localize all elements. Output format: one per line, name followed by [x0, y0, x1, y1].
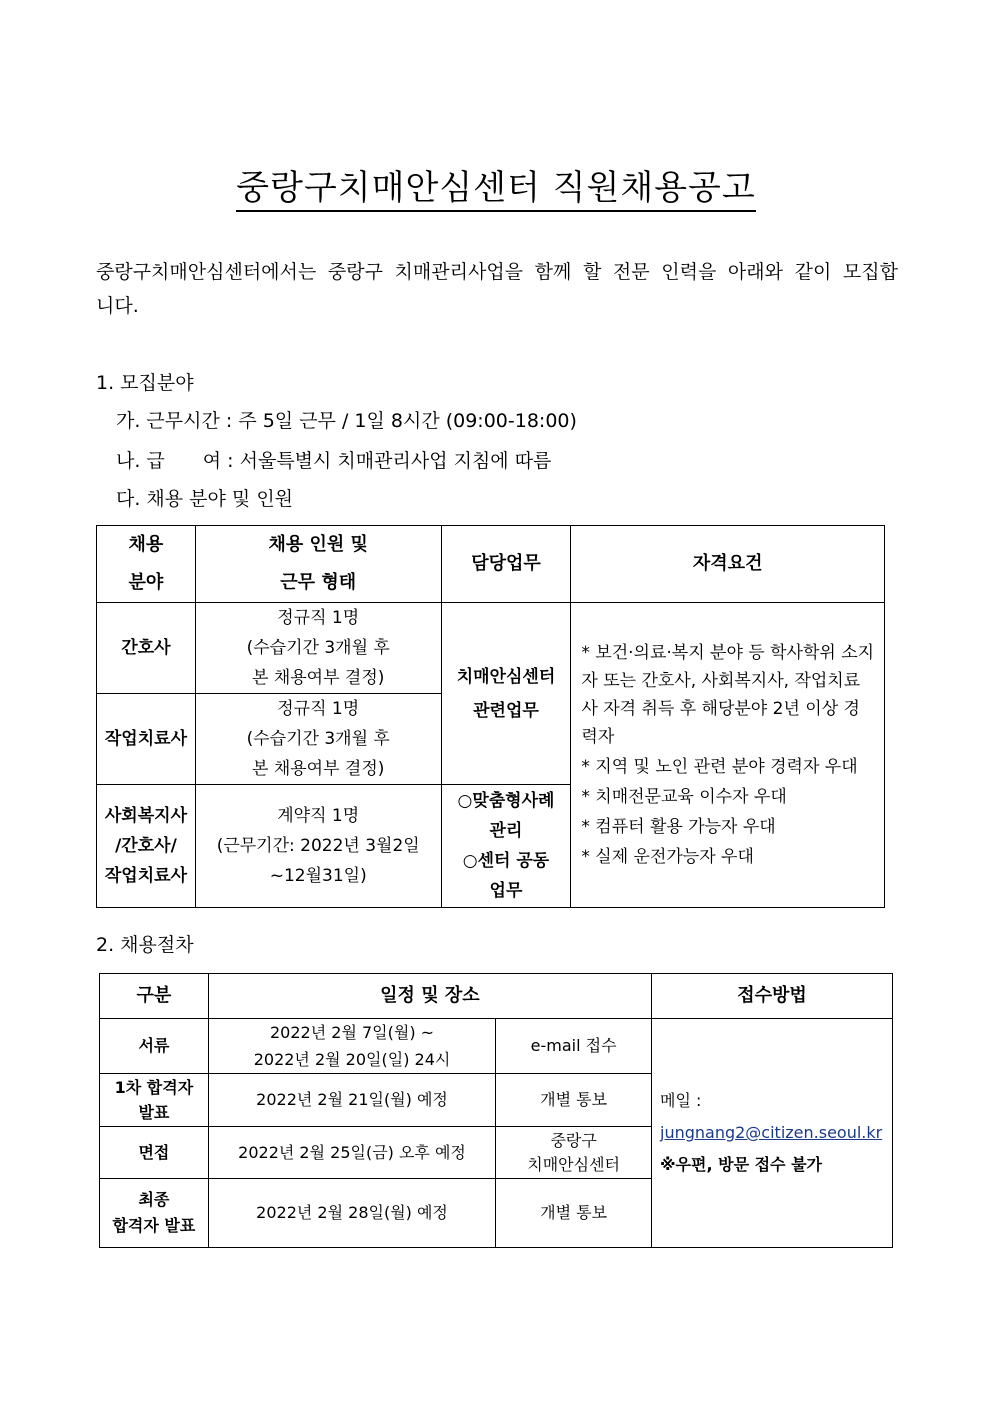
- page-title: 중랑구치매안심센터 직원채용공고: [0, 160, 992, 209]
- header-field: 채용 분야: [97, 526, 196, 603]
- qualification-item: * 보건·의료·복지 분야 등 학사학위 소지자 또는 간호사, 사회복지사, 작업치료사 자격 취득 후 해당분야 2년 이상 경력자: [581, 643, 875, 747]
- table-row: [100, 1019, 893, 1074]
- place-cell: 개별 통보: [496, 1074, 652, 1127]
- duty-main: 치매안심센터 관련업무: [441, 603, 571, 785]
- header-duty: 담당업무: [441, 526, 571, 603]
- stage-cell: 서류: [100, 1019, 209, 1074]
- header-headcount: 채용 인원 및 근무 형태: [195, 526, 441, 603]
- work-hours: 가. 근무시간 : 주 5일 근무 / 1일 8시간 (09:00-18:00): [116, 410, 577, 432]
- qualification-item: * 지역 및 노인 관련 분야 경력자 우대: [581, 757, 858, 777]
- employment-type: 정규직 1명 (수습기간 3개월 후 본 채용여부 결정): [195, 603, 441, 694]
- schedule-cell: 2022년 2월 28일(월) 예정: [208, 1179, 495, 1248]
- place-cell: e-mail 접수: [496, 1019, 652, 1074]
- schedule-cell: 2022년 2월 25일(금) 오후 예정: [208, 1127, 495, 1179]
- intro-text: 중랑구치매안심센터에서는 중랑구 치매관리사업을 함께 할 전문 인력을 아래와 같이 모집합니다.: [96, 261, 898, 317]
- header-qualification: 자격요건: [571, 526, 885, 603]
- header-stage: 구분: [100, 974, 209, 1019]
- application-method: [652, 1019, 893, 1248]
- qualification-item: * 치매전문교육 이수자 우대: [581, 787, 787, 807]
- recruitment-table: [96, 525, 885, 908]
- stage-cell: 1차 합격자 발표: [100, 1074, 209, 1127]
- method-label: 메일 :: [660, 1091, 702, 1110]
- qualifications: [571, 603, 885, 908]
- header-method: 접수방법: [652, 974, 893, 1019]
- employment-type: 계약직 1명 (근무기간: 2022년 3월2일 ~12월31일): [195, 785, 441, 908]
- email-link[interactable]: jungnang2@citizen.seoul.kr: [660, 1123, 883, 1142]
- schedule-cell: 2022년 2월 21일(월) 예정: [208, 1074, 495, 1127]
- table-row: [97, 603, 885, 694]
- salary: 나. 급 여 : 서울특별시 치매관리사업 지침에 따름: [116, 450, 552, 472]
- place-cell: 개별 통보: [496, 1179, 652, 1248]
- field-and-headcount: 다. 채용 분야 및 인원: [116, 488, 294, 510]
- schedule-cell: 2022년 2월 7일(월) ~ 2022년 2월 20일(일) 24시: [208, 1019, 495, 1074]
- duty-other: ○맞춤형사례 관리 ○센터 공동 업무: [441, 785, 571, 908]
- field-nurse: 간호사: [97, 603, 196, 694]
- employment-type: 정규직 1명 (수습기간 3개월 후 본 채용여부 결정): [195, 694, 441, 785]
- table-header-row: [97, 526, 885, 603]
- section1-heading: 1. 모집분야: [96, 372, 194, 394]
- stage-cell: 최종 합격자 발표: [100, 1179, 209, 1248]
- header-schedule: 일정 및 장소: [208, 974, 651, 1019]
- place-cell: 중랑구 치매안심센터: [496, 1127, 652, 1179]
- qualification-item: * 실제 운전가능자 우대: [581, 847, 754, 867]
- field-social-worker: 사회복지사 /간호사/ 작업치료사: [97, 785, 196, 908]
- qualification-item: * 컴퓨터 활용 가능자 우대: [581, 817, 776, 837]
- stage-cell: 면접: [100, 1127, 209, 1179]
- field-occupational-therapist: 작업치료사: [97, 694, 196, 785]
- section2-heading: 2. 채용절차: [96, 934, 194, 956]
- procedure-table: [99, 973, 893, 1248]
- method-note: ※우편, 방문 접수 불가: [660, 1155, 822, 1174]
- table-header-row: [100, 974, 893, 1019]
